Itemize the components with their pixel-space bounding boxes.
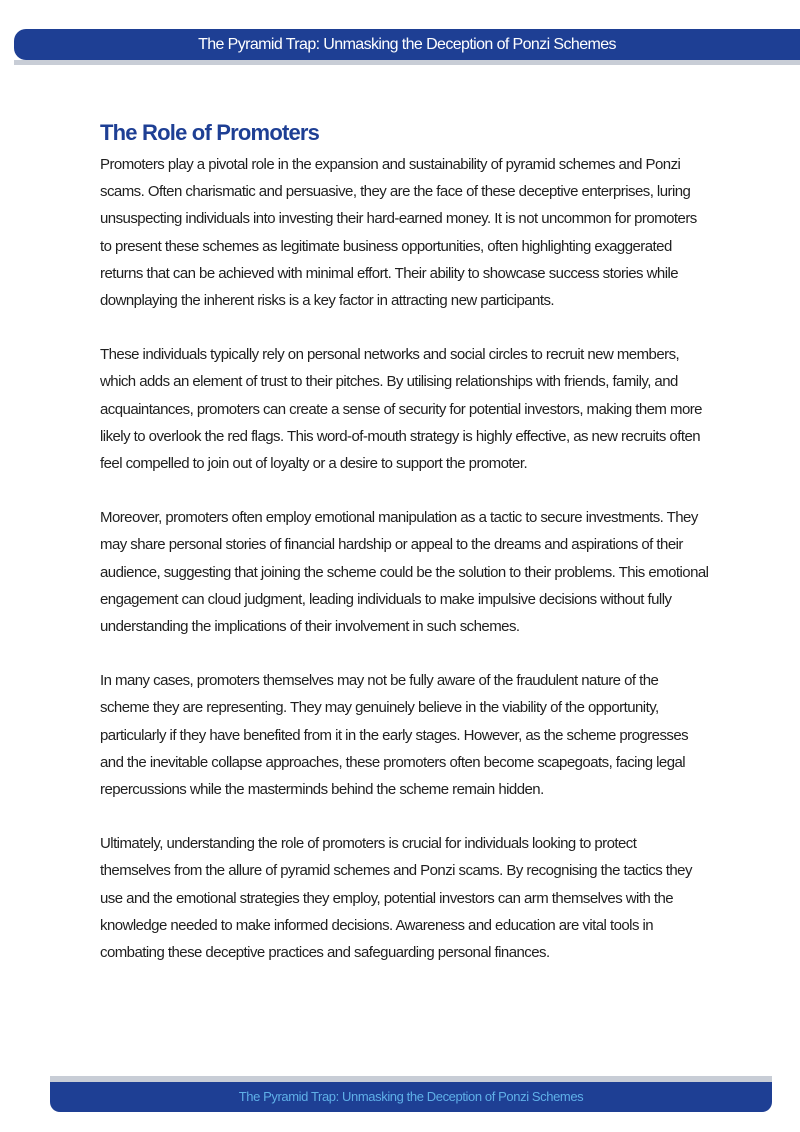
paragraph: Ultimately, understanding the role of promoters is crucial for individuals looking to protect themselves from the allure of pyramid schemes and Ponzi scams. By recognising the tactics they use and the emotional strategies they employ, potential investors can arm themselves with the knowledge needed to make informed decisions. Awareness and education are vital tools in combating these deceptive practices and safeguarding personal finances.: [100, 835, 692, 962]
paragraph: In many cases, promoters themselves may not be fully aware of the fraudulent nature of the scheme they are representing. They may genuinely believe in the viability of the opportunity, particularly if they have benefited from it in the early stages. However, as the scheme progresses and the inevitable collapse approaches, these promoters often become scapegoats, facing legal repercussions while the masterminds behind the scheme remain hidden.: [100, 672, 689, 799]
running-footer: The Pyramid Trap: Unmasking the Deception of Ponzi Schemes: [238, 1089, 584, 1104]
paragraph: Promoters play a pivotal role in the expansion and sustainability of pyramid schemes and Ponzi scams. Often charismatic and persuasive, they are the face of these deceptive enterprises, luring unsuspecting individuals into investing their hard-earned money. It is not uncommon for promoters to present these schemes as legitimate business opportunities, often highlighting exaggerated returns that can be achieved with minimal effort. Their ability to showcase success stories while downplaying the inherent risks is a key factor in attracting new participants.: [100, 156, 697, 310]
page-body: [100, 118, 710, 993]
paragraph: Moreover, promoters often employ emotional manipulation as a tactic to secure investments. They may share personal stories of financial hardship or appeal to the dreams and aspirations of their audience, suggesting that joining the scheme could be the solution to their problems. This emotional engagement can cloud judgment, leading individuals to make impulsive decisions without fully understanding the implications of their involvement in such schemes.: [100, 509, 709, 636]
header-divider: [14, 60, 800, 65]
running-header: The Pyramid Trap: Unmasking the Deception of Ponzi Schemes: [198, 36, 616, 53]
section-title: The Role of Promoters: [100, 120, 320, 145]
paragraph: These individuals typically rely on personal networks and social circles to recruit new members, which adds an element of trust to their pitches. By utilising relationships with friends, family, and acquaintances, promoters can create a sense of security for potential investors, making them more likely to overlook the red flags. This word-of-mouth strategy is highly effective, as new recruits often feel compelled to join out of loyalty or a desire to support the promoter.: [100, 346, 702, 473]
